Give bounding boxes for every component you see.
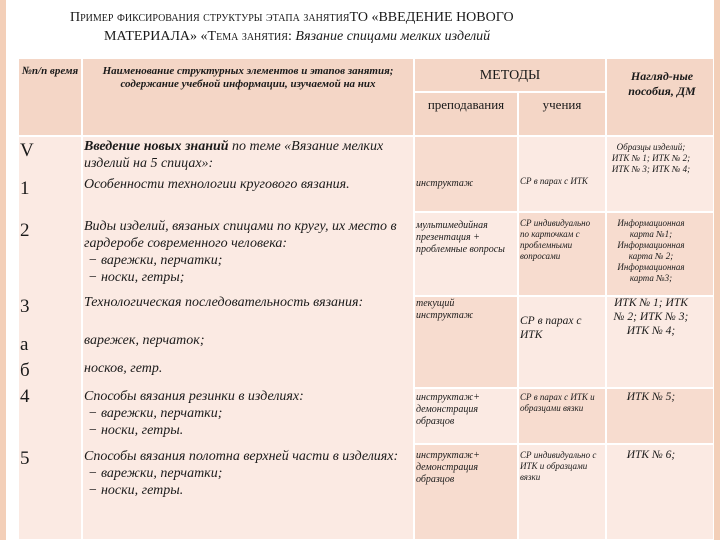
row-num-b: б	[20, 360, 30, 381]
aids-top-line-1: Образцы изделий;	[616, 142, 686, 152]
row-5-item-2: − носки, гетры.	[88, 483, 184, 498]
row-4-content	[84, 388, 414, 439]
header-structure: Наименование структурных элементов и этапов занятия; содержание учебной информации, изучаемой на них	[82, 58, 414, 136]
title-prefix: Пример фиксирования структуры этапа занятия	[70, 10, 350, 25]
row-4-aids: ИТК № 5;	[626, 391, 676, 403]
header-num-time: №п/п время	[18, 58, 82, 136]
row-num-a: а	[20, 334, 29, 355]
row-3-learn: СР в парах с ИТК	[520, 315, 582, 341]
row-1-content: Особенности технологии кругового вязания.	[84, 177, 350, 192]
row-num-4: 4	[20, 386, 30, 407]
row-num-1: 1	[20, 178, 30, 199]
title-theme-label: «Тема занятия:	[200, 29, 292, 44]
row-1-teach: инструктаж	[416, 178, 474, 189]
aids-top-line-3: ИТК № 3; ИТК № 4;	[611, 164, 691, 174]
row-2-item-1: − варежки, перчатки;	[88, 253, 223, 268]
col-teach-bg-1	[414, 136, 518, 212]
row-3-content: Технологическая последовательность вязания:	[84, 295, 364, 310]
row-4-text: Способы вязания резинки в изделиях:	[84, 389, 304, 404]
col-learn-bg-1	[518, 136, 606, 212]
header-aids: Нагляд-ные пособия, ДМ	[606, 58, 714, 136]
title-topic-label: ТО «ВВЕДЕНИЕ НОВОГО	[349, 10, 514, 25]
row-2-teach: мультимедийная презентация + проблемные вопросы	[416, 220, 505, 255]
title-theme: Вязание спицами мелких изделий	[295, 29, 491, 44]
row-5-content	[84, 448, 414, 499]
row-2-learn: СР индивидуально по карточкам с проблемными вопросами	[520, 218, 591, 261]
col-learn-bg-3	[518, 296, 606, 388]
row-num-5: 5	[20, 448, 30, 469]
row-5-item-1: − варежки, перчатки;	[88, 466, 223, 481]
row-2-text: Виды изделий, вязаных спицами по кругу, их место в гардеробе современного человека:	[84, 219, 397, 251]
row-a-content: варежек, перчаток;	[84, 333, 205, 348]
row-num-v: V	[20, 140, 34, 161]
row-4-item-2: − носки, гетры.	[88, 423, 184, 438]
right-border	[714, 0, 720, 540]
row-1-aids	[608, 142, 694, 175]
row-2-aids: Информационная карта №1; Информационная карта № 2; Информационная карта №3;	[617, 218, 685, 283]
row-num-2: 2	[20, 220, 30, 241]
page-title	[70, 8, 690, 46]
row-b-content: носков, гетр.	[84, 361, 163, 376]
row-num-3: 3	[20, 296, 30, 317]
structure-table	[18, 58, 714, 540]
row-1-learn: СР в парах с ИТК	[520, 176, 588, 186]
header-methods: МЕТОДЫ	[414, 58, 606, 92]
row-5-aids: ИТК № 6;	[626, 449, 676, 461]
aids-top-line-2: ИТК № 1; ИТК № 2;	[611, 153, 691, 163]
left-border	[0, 0, 6, 540]
row-2-item-2: − носки, гетры;	[88, 270, 185, 285]
header-learning: учения	[518, 92, 606, 136]
row-3-aids: ИТК № 1; ИТК № 2; ИТК № 3; ИТК № 4;	[613, 297, 689, 337]
title-line-2	[70, 27, 690, 46]
row-3-teach: текущий инструктаж	[416, 298, 474, 321]
row-5-learn: СР индивидуально с ИТК и образцами вязки	[520, 450, 597, 482]
row-4-item-1: − варежки, перчатки;	[88, 406, 223, 421]
row-4-learn: СР в парах с ИТК и образцами вязки	[520, 392, 595, 413]
row-4-teach: инструктаж+ демонстрация образцов	[416, 392, 480, 427]
intro-rest: по теме «Вязание мелких изделий на 5 спицах»:	[84, 139, 384, 171]
row-v-content	[84, 138, 414, 172]
row-5-text: Способы вязания полотна верхней части в изделиях:	[84, 449, 399, 464]
header-teaching: преподавания	[414, 92, 518, 136]
intro-bold: Введение новых знаний	[84, 139, 229, 154]
row-5-teach: инструктаж+ демонстрация образцов	[416, 450, 480, 485]
row-2-content	[84, 218, 414, 286]
title-material: МАТЕРИАЛА»	[104, 29, 198, 44]
